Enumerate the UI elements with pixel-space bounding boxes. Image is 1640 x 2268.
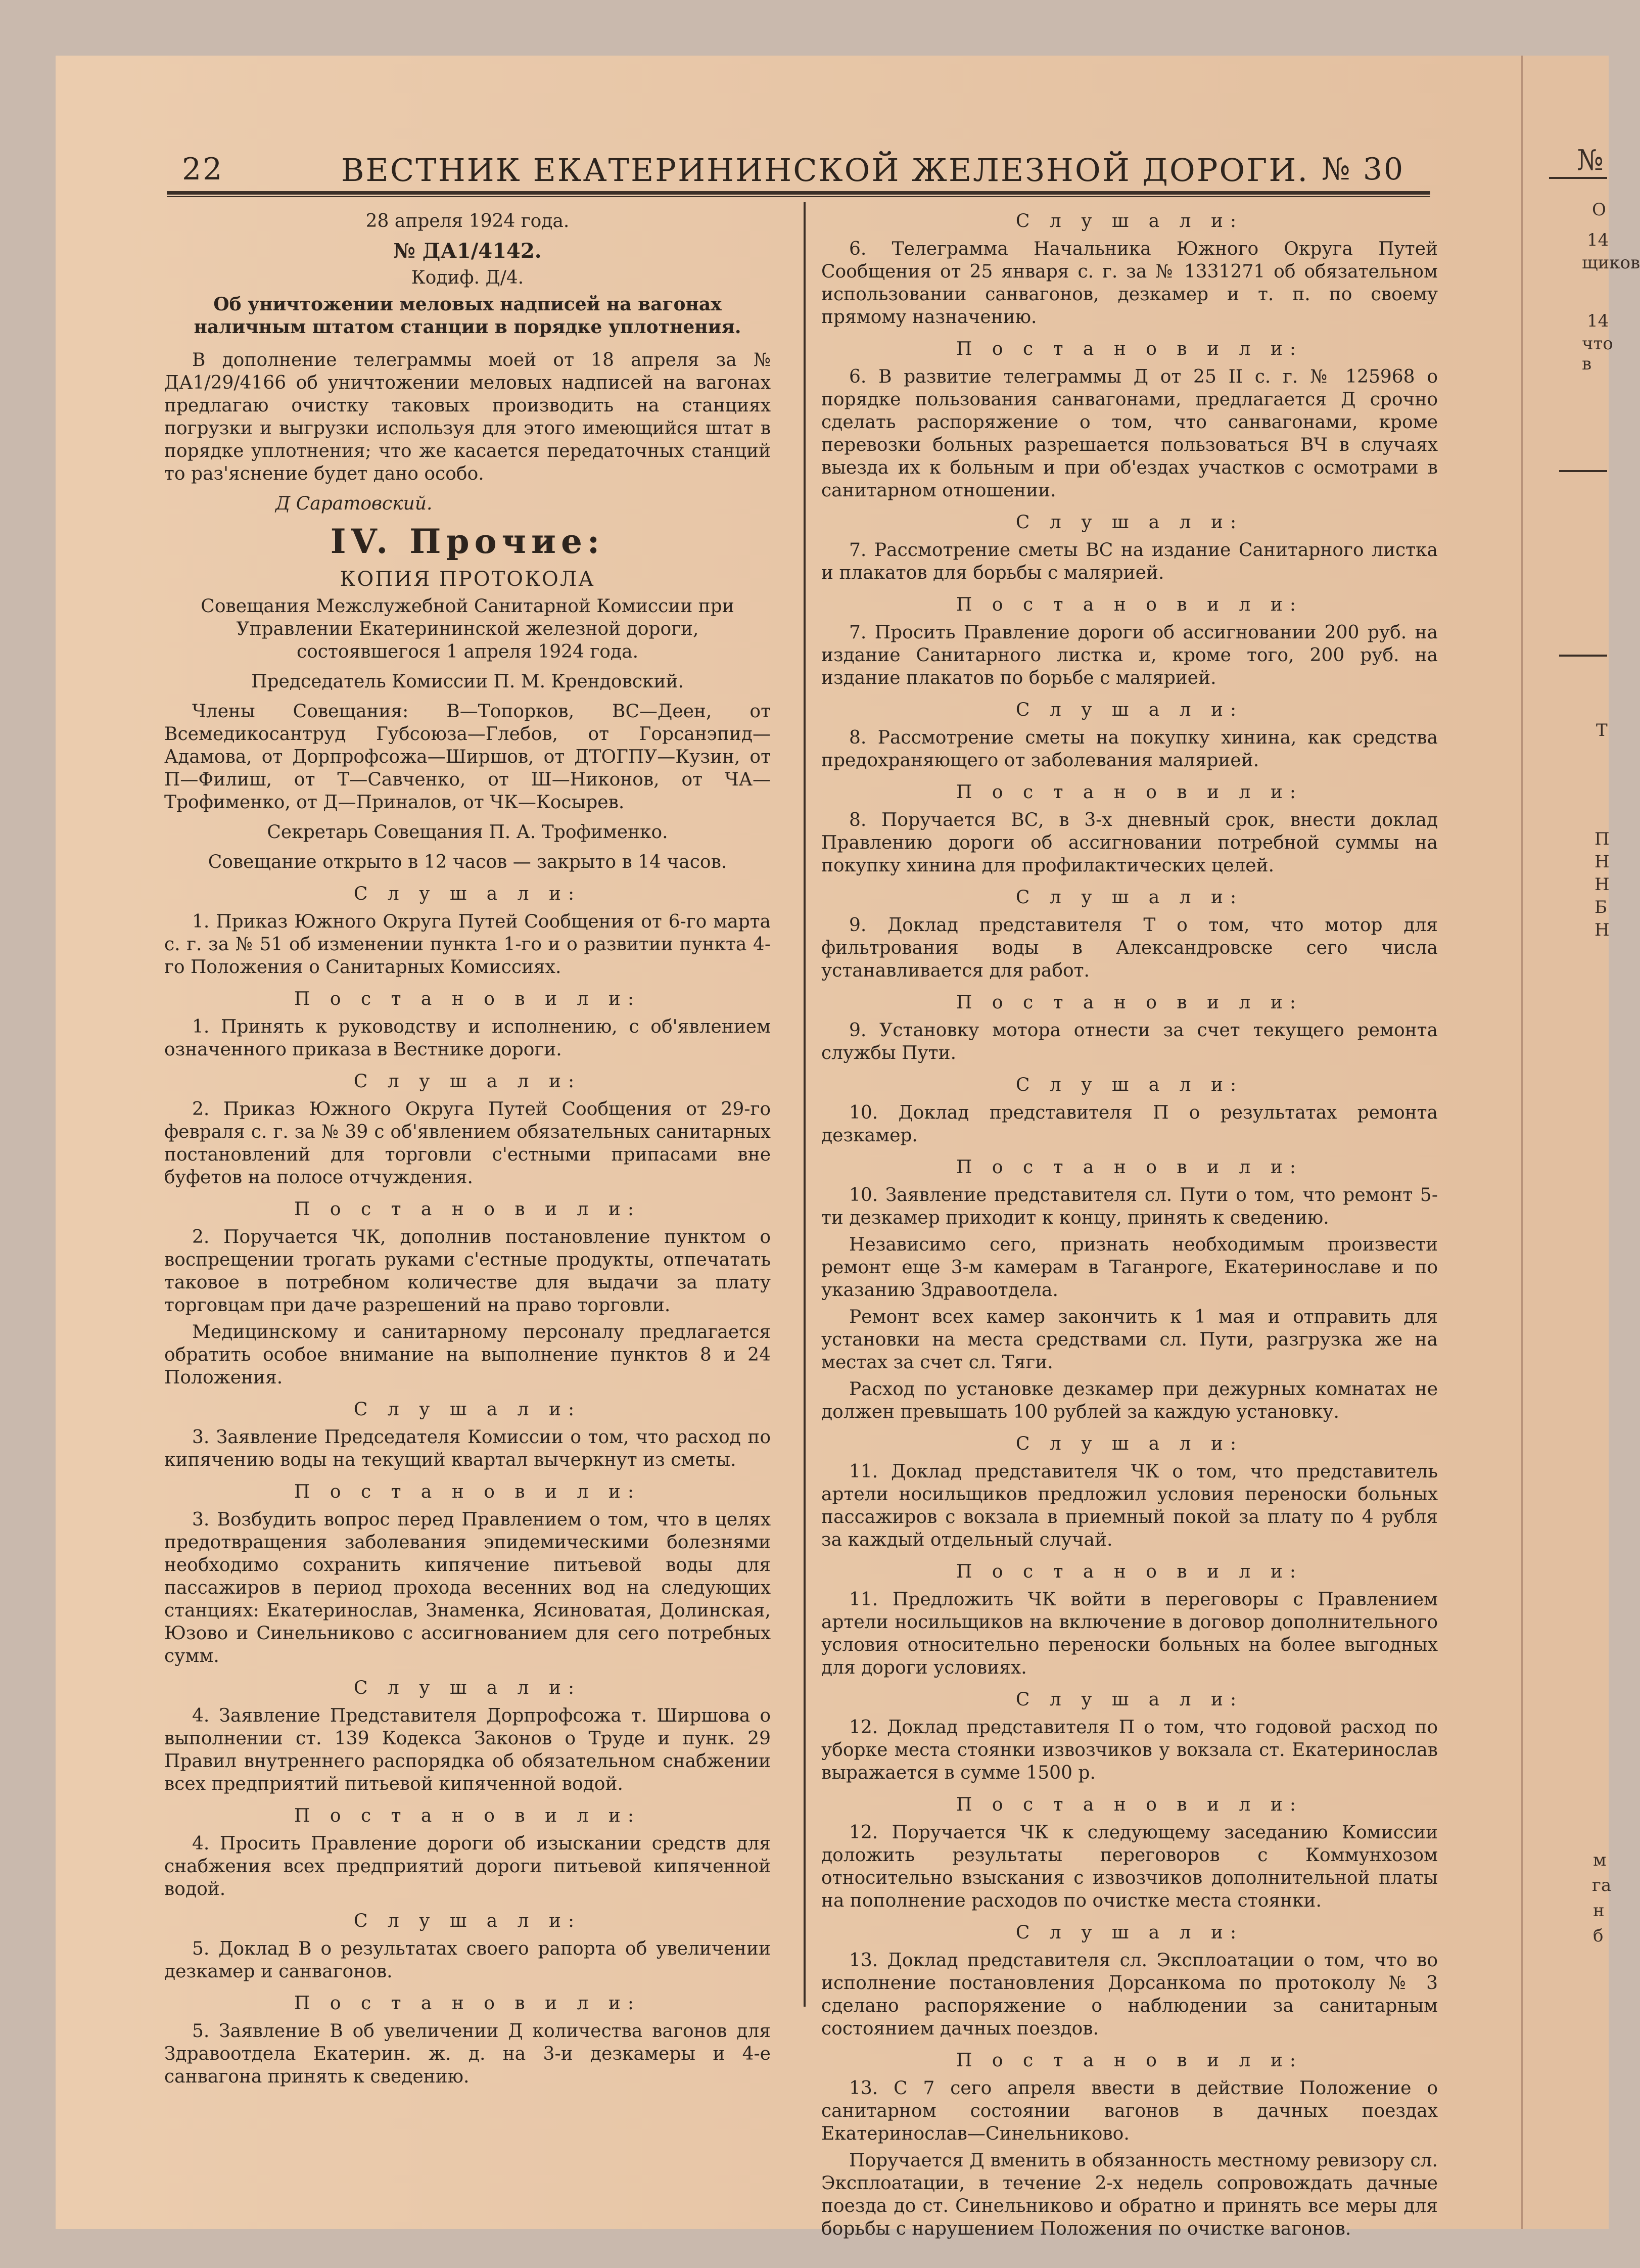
- heard-heading: С л у ш а л и:: [1015, 1689, 1244, 1710]
- resolved-heading: П о с т а н о в и л и:: [956, 1561, 1303, 1582]
- item-resolved: 1. Принять к руководству и исполнению, с об'явлением означенного приказа в Вестнике дороги.: [164, 1016, 771, 1060]
- order-text: В дополнение телеграммы моей от 18 апреля за № ДА1/29/4166 об уничтожении меловых надписей на вагонах предлагаю очистку таковых производить на станциях погрузки и выгрузки используя для этого имеющийся штат в порядке уплотнения; что же касается передаточных станций то раз'яснение будет дано особо.: [164, 350, 771, 484]
- issue-number: № 30: [1322, 152, 1405, 187]
- heard-heading: С л у ш а л и:: [353, 884, 582, 904]
- edge-text: что в: [1582, 334, 1613, 374]
- item-heard: 1. Приказ Южного Округа Путей Сообщения от 6-го марта с. г. за № 51 об изменении пункта 1-го и о развитии пункта 4-го Положения о Санитарных Комиссиях.: [164, 911, 771, 978]
- item-resolved: 3. Возбудить вопрос перед Правлением о том, что в целях предотвращения заболевания эпидемическими болезнями необходимо сохранить кипячение питьевой воды для пассажиров в период прохода весенних вод на следующих станциях: Екатеринослав, Знаменка, Ясиноватая, Долинская, Юзово и Синельниково с ассигнованием для сего потребных сумм.: [164, 1509, 771, 1667]
- item-resolved-extra: Ремонт всех камер закончить к 1 мая и отправить для установки на места средствами сл. Пути, разгрузка же на местах за счет сл. Тяги.: [821, 1307, 1438, 1373]
- item-resolved: 11. Предложить ЧК войти в переговоры с Правлением артели носильщиков на включение в договор дополнительного условия относительно переноски больных на более выгодных для дороги условиях.: [821, 1589, 1438, 1678]
- order-number: № ДА1/4142.: [393, 239, 542, 263]
- edge-text: м: [1593, 1850, 1607, 1870]
- item-heard: 13. Доклад представителя сл. Эксплоатации о том, что во исполнение постановления Дорсанкома по протоколу № 3 сделано распоряжение о наблюдении за санитарным состоянием дачных поездов.: [821, 1950, 1438, 2039]
- heard-heading: С л у ш а л и:: [1015, 512, 1244, 533]
- heard-heading: С л у ш а л и:: [353, 1911, 582, 1931]
- edge-text: Б: [1595, 897, 1607, 917]
- heard-heading: С л у ш а л и:: [1015, 887, 1244, 908]
- edge-text: б: [1593, 1926, 1604, 1946]
- item-resolved: 5. Заявление В об увеличении Д количества вагонов для Здравоотдела Екатерин. ж. д. на 3-и дезкамеры и 4-е санвагона принять к сведению.: [164, 2021, 771, 2087]
- item-resolved: 10. Заявление представителя сл. Пути о том, что ремонт 5-ти дезкамер приходит к концу, принять к сведению.: [821, 1185, 1438, 1228]
- edge-text: Н: [1595, 852, 1610, 872]
- section-title: IV. Прочие:: [330, 522, 605, 561]
- heard-heading: С л у ш а л и:: [353, 1678, 582, 1698]
- edge-text: Т: [1596, 720, 1608, 740]
- item-resolved: 12. Поручается ЧК к следующему заседанию Комиссии доложить результаты переговоров с Коммунхозом относительно взыскания с извозчиков дополнительной платы на пополнение расходов по очистке места стоянки.: [821, 1822, 1438, 1911]
- item-resolved: 2. Поручается ЧК, дополнив постановление пунктом о воспрещении трогать руками с'естные продукты, отпечатать таковое в потребном количестве для выдачи за плату торговцам при даче разрешений на право торговли.: [164, 1227, 771, 1316]
- heard-heading: С л у ш а л и:: [353, 1399, 582, 1420]
- edge-text: Н: [1595, 874, 1610, 895]
- item-resolved: 4. Просить Правление дороги об изыскании средств для снабжения всех предприятий дороги питьевой кипяченной водой.: [164, 1833, 771, 1900]
- edge-text: О: [1592, 200, 1606, 220]
- resolved-heading: П о с т а н о в и л и:: [956, 2050, 1303, 2071]
- left-column: [164, 210, 771, 2092]
- protocol-members: Члены Совещания: В—Топорков, ВС—Деен, от Всемедикосантруд Губсоюза—Глебов, от Горсанэпид—Адамова, от Дорпрофсожа—Ширшов, от ДТОГПУ—Кузин, от П—Филиш, от Т—Савченко, от Ш—Никонов, от ЧА—Трофименко, от Д—Приналов, от ЧК—Косырев.: [164, 701, 771, 813]
- item-heard: 8. Рассмотрение сметы на покупку хинина, как средства предохраняющего от заболевания малярией.: [821, 727, 1438, 771]
- header-rule-thin: [167, 196, 1430, 197]
- order-date: 28 апреля 1924 года.: [365, 211, 570, 232]
- protocol-title: КОПИЯ ПРОТОКОЛА: [340, 568, 595, 591]
- edge-text: щиков: [1582, 253, 1640, 273]
- column-divider: [804, 202, 806, 2007]
- edge-text: га: [1592, 1875, 1612, 1895]
- newspaper-title: ВЕСТНИК ЕКАТЕРИНИНСКОЙ ЖЕЛЕЗНОЙ ДОРОГИ.: [341, 152, 1309, 189]
- heard-heading: С л у ш а л и:: [1015, 700, 1244, 720]
- resolved-heading: П о с т а н о в и л и:: [956, 594, 1303, 615]
- resolved-heading: П о с т а н о в и л и:: [956, 782, 1303, 803]
- edge-issue-fragment: №: [1577, 144, 1604, 177]
- heard-heading: С л у ш а л и:: [353, 1071, 582, 1092]
- item-heard: 2. Приказ Южного Округа Путей Сообщения от 29-го февраля с. г. за № 39 с об'явлением обязательных санитарных постановлений для торговли с'естными припасами вне буфетов на полосе отчуждения.: [164, 1099, 771, 1188]
- resolved-heading: П о с т а н о в и л и:: [956, 992, 1303, 1013]
- edge-text: Н: [1595, 920, 1610, 940]
- heard-heading: С л у ш а л и:: [1015, 1075, 1244, 1095]
- item-resolved: 8. Поручается ВС, в 3-х дневный срок, внести доклад Правлению дороги об ассигновании потребной суммы на покупку хинина для профилактических целей.: [821, 810, 1438, 876]
- protocol-session: Совещание открыто в 12 часов — закрыто в 14 часов.: [208, 852, 727, 872]
- protocol-intro: Совещания Межслужебной Санитарной Комиссии при Управлении Екатерининской железной дороги, состоявшегося 1 апреля 1924 года.: [201, 596, 734, 662]
- heard-heading: С л у ш а л и:: [1015, 1433, 1244, 1454]
- edge-text: 14: [1587, 311, 1609, 331]
- order-signature: Д Саратовский.: [275, 493, 433, 514]
- resolved-heading: П о с т а н о в и л и:: [294, 1993, 641, 2014]
- item-resolved-extra: Медицинскому и санитарному персоналу предлагается обратить особое внимание на выполнение пунктов 8 и 24 Положения.: [164, 1322, 771, 1388]
- right-column: [821, 210, 1438, 2244]
- order-code: Кодиф. Д/4.: [411, 267, 524, 288]
- resolved-heading: П о с т а н о в и л и:: [294, 1199, 641, 1220]
- protocol-secretary: Секретарь Совещания П. А. Трофименко.: [267, 822, 668, 843]
- resolved-heading: П о с т а н о в и л и:: [294, 1482, 641, 1502]
- edge-text: 14: [1587, 230, 1609, 250]
- item-heard: 11. Доклад представителя ЧК о том, что представитель артели носильщиков предложил условия переноски больных пассажиров с вокзала в приемный покой за плату по 4 рубля за каждый отдельный случай.: [821, 1461, 1438, 1550]
- item-heard: 4. Заявление Представителя Дорпрофсожа т. Ширшова о выполнении ст. 139 Кодекса Законов о Труде и пунк. 29 Правил внутреннего распорядка об обязательном снабжении всех предприятий питьевой кипяченной водой.: [164, 1705, 771, 1794]
- header-rule: [167, 191, 1430, 195]
- item-heard: 5. Доклад В о результатах своего рапорта об увеличении дезкамер и санвагонов.: [164, 1938, 771, 1982]
- item-resolved: 13. С 7 сего апреля ввести в действие Положение о санитарном состоянии вагонов в дачных поездах Екатеринослав—Синельниково.: [821, 2078, 1438, 2144]
- resolved-heading: П о с т а н о в и л и:: [956, 1157, 1303, 1178]
- item-heard: 6. Телеграмма Начальника Южного Округа Путей Сообщения от 25 января с. г. за № 1331271 об обязательном использовании санвагонов, дезкамер и т. п. по своему прямому назначению.: [821, 239, 1438, 328]
- resolved-heading: П о с т а н о в и л и:: [294, 1806, 641, 1826]
- item-resolved: 9. Установку мотора отнести за счет текущего ремонта службы Пути.: [821, 1020, 1438, 1063]
- item-resolved-extra: Расход по установке дезкамер при дежурных комнатах не должен превышать 100 рублей за каждую установку.: [821, 1379, 1438, 1422]
- item-heard: 12. Доклад представителя П о том, что годовой расход по уборке места стоянки извозчиков у вокзала ст. Екатеринослав выражается в сумме 1500 р.: [821, 1717, 1438, 1783]
- item-resolved-extra: Поручается Д вменить в обязанность местному ревизору сл. Эксплоатации, в течение 2-х недель сопровождать дачные поезда до ст. Синельниково и обратно и принять все меры для борьбы с нарушением Положения по очистке вагонов.: [821, 2150, 1438, 2239]
- edge-rule: [1559, 470, 1607, 472]
- item-heard: 10. Доклад представителя П о результатах ремонта дезкамер.: [821, 1102, 1438, 1146]
- page-number: 22: [182, 152, 224, 187]
- resolved-heading: П о с т а н о в и л и:: [294, 989, 641, 1009]
- item-resolved-extra: Независимо сего, признать необходимым произвести ремонт еще 3-м камерам в Таганроге, Екатеринославе и по указанию Здравоотдела.: [821, 1234, 1438, 1301]
- heard-heading: С л у ш а л и:: [1015, 1922, 1244, 1943]
- heard-heading: С л у ш а л и:: [1015, 211, 1244, 232]
- item-resolved: 6. В развитие телеграммы Д от 25 II с. г. № 125968 о порядке пользования санвагонами, предлагается Д срочно сделать распоряжение о том, что санвагонами, кроме перевозки больных разрешается пользоваться ВЧ в случаях выезда их к больным и при об'ездах участков с осмотрами в санитарном отношении.: [821, 366, 1438, 501]
- item-heard: 7. Рассмотрение сметы ВС на издание Санитарного листка и плакатов для борьбы с малярией.: [821, 540, 1438, 583]
- item-heard: 3. Заявление Председателя Комиссии о том, что расход по кипячению воды на текущий квартал вычеркнут из сметы.: [164, 1427, 771, 1470]
- order-title: Об уничтожении меловых надписей на вагонах наличным штатом станции в порядке уплотнения.: [194, 294, 741, 338]
- edge-text: н: [1593, 1901, 1605, 1921]
- item-heard: 9. Доклад представителя Т о том, что мотор для фильтрования воды в Александровске сего числа устанавливается для работ.: [821, 915, 1438, 981]
- edge-header-rule: [1549, 177, 1607, 179]
- edge-rule: [1559, 655, 1607, 657]
- edge-text: П: [1595, 829, 1610, 849]
- protocol-chairman: Председатель Комиссии П. М. Крендовский.: [251, 671, 684, 692]
- item-resolved: 7. Просить Правление дороги об ассигновании 200 руб. на издание Санитарного листка и, кроме того, 200 руб. на издание плакатов по борьбе с малярией.: [821, 622, 1438, 688]
- resolved-heading: П о с т а н о в и л и:: [956, 339, 1303, 359]
- resolved-heading: П о с т а н о в и л и:: [956, 1794, 1303, 1815]
